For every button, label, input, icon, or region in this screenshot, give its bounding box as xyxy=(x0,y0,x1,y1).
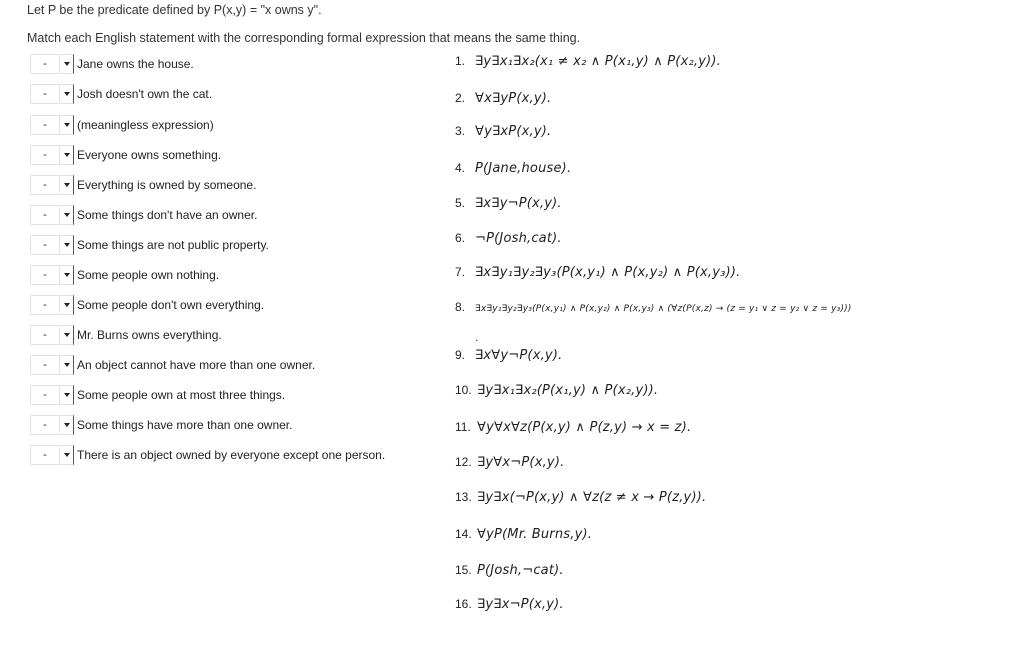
definition-text: Let P be the predicate defined by P(x,y) = "x owns y". xyxy=(27,3,322,17)
match-dropdown[interactable]: - xyxy=(30,385,60,405)
statement-row xyxy=(30,53,194,75)
expression-number: 14. xyxy=(455,527,472,541)
expression-item xyxy=(455,196,562,211)
expression-number: 12. xyxy=(455,455,472,469)
statement-text: Some people own at most three things. xyxy=(77,388,286,402)
expression-item xyxy=(455,54,721,69)
statement-row xyxy=(30,354,315,376)
statement-text: Mr. Burns owns everything. xyxy=(77,328,222,342)
expression-item xyxy=(455,91,551,106)
statement-text: Some people own nothing. xyxy=(77,268,220,282)
match-dropdown[interactable]: - xyxy=(30,415,60,435)
expression-number: 13. xyxy=(455,490,472,504)
dropdown-arrow-icon[interactable] xyxy=(60,355,74,375)
expression-formula: ∀x∃yP(x,y). xyxy=(475,91,552,106)
statement-text: There is an object owned by everyone except one person. xyxy=(77,448,386,462)
expression-item xyxy=(455,383,658,398)
match-dropdown[interactable]: - xyxy=(30,325,60,345)
expression-formula: ∃x∃y¬P(x,y). xyxy=(475,196,562,211)
expression-item xyxy=(455,348,562,363)
dropdown-arrow-icon[interactable] xyxy=(60,84,74,104)
statement-row xyxy=(30,294,264,316)
match-dropdown[interactable]: - xyxy=(30,265,60,285)
match-dropdown[interactable]: - xyxy=(30,235,60,255)
expression-formula: ∃x∃y₁∃y₂∃y₃(P(x,y₁) ∧ P(x,y₂) ∧ P(x,y₃) ∧ (∀z(P(x,z) → (z = y₁ ∨ z = y₂ ∨ z = y₃))) xyxy=(475,304,852,314)
expression-number: 3. xyxy=(455,124,466,138)
expression-number: 10. xyxy=(455,383,472,397)
statement-row xyxy=(30,414,292,436)
statement-row xyxy=(30,234,269,256)
expression-number: 11. xyxy=(455,420,471,434)
expression-item xyxy=(455,597,564,612)
match-dropdown[interactable]: - xyxy=(30,355,60,375)
match-dropdown[interactable]: - xyxy=(30,84,60,104)
statement-text: An object cannot have more than one owner. xyxy=(77,358,316,372)
match-dropdown[interactable]: - xyxy=(30,145,60,165)
expression-formula: ∃y∀x¬P(x,y). xyxy=(477,455,565,470)
expression-item xyxy=(455,300,852,314)
expression-formula: ∃y∃x¬P(x,y). xyxy=(477,597,564,612)
expression-item xyxy=(455,490,706,505)
expression-formula: ∃x∀y¬P(x,y). xyxy=(475,348,563,363)
expression-number: 4. xyxy=(455,161,466,175)
expression-item xyxy=(455,420,691,435)
match-dropdown[interactable]: - xyxy=(30,175,60,195)
expression-number: 8. xyxy=(455,300,466,314)
dropdown-arrow-icon[interactable] xyxy=(60,115,74,135)
instruction-text: Match each English statement with the corresponding formal expression that means the same thing. xyxy=(27,31,581,45)
expression-number: 9. xyxy=(455,348,466,362)
expression-formula: ∃y∃x₁∃x₂(x₁ ≠ x₂ ∧ P(x₁,y) ∧ P(x₂,y)). xyxy=(475,54,721,69)
expression-number: 7. xyxy=(455,265,466,279)
expression-number: 6. xyxy=(455,231,466,245)
dropdown-arrow-icon[interactable] xyxy=(60,54,74,74)
expression-item xyxy=(455,124,551,139)
dropdown-arrow-icon[interactable] xyxy=(60,415,74,435)
statement-text: Josh doesn't own the cat. xyxy=(77,87,213,101)
statement-row xyxy=(30,114,214,136)
expression-formula: ∃x∃y₁∃y₂∃y₃(P(x,y₁) ∧ P(x,y₂) ∧ P(x,y₃)). xyxy=(475,265,741,280)
match-dropdown[interactable]: - xyxy=(30,54,60,74)
expression-formula: ¬P(Josh,cat). xyxy=(475,231,562,246)
statement-row xyxy=(30,144,221,166)
statement-text: Some people don't own everything. xyxy=(77,298,265,312)
expression-formula: ∃y∃x₁∃x₂(P(x₁,y) ∧ P(x₂,y)). xyxy=(477,383,659,398)
dropdown-arrow-icon[interactable] xyxy=(60,295,74,315)
statement-text: Some things are not public property. xyxy=(77,238,269,252)
statement-row xyxy=(30,83,212,105)
dropdown-arrow-icon[interactable] xyxy=(60,205,74,225)
expression-number: 16. xyxy=(455,597,472,611)
expression-item xyxy=(455,455,564,470)
statement-row xyxy=(30,174,256,196)
dropdown-arrow-icon[interactable] xyxy=(60,145,74,165)
statement-text: Some things have more than one owner. xyxy=(77,418,293,432)
statement-row xyxy=(30,444,385,466)
statement-row xyxy=(30,384,285,406)
match-dropdown[interactable]: - xyxy=(30,445,60,465)
dropdown-arrow-icon[interactable] xyxy=(60,325,74,345)
statement-text: Everything is owned by someone. xyxy=(77,178,257,192)
expression-formula: ∀yP(Mr. Burns,y). xyxy=(477,527,593,542)
expression-formula: P(Jane,house). xyxy=(475,161,572,176)
expression-number: 2. xyxy=(455,91,466,105)
statement-text: Some things don't have an owner. xyxy=(77,208,258,222)
expression-formula: ∀y∀x∀z(P(x,y) ∧ P(z,y) → x = z). xyxy=(477,420,692,435)
statement-row xyxy=(30,324,222,346)
stray-mark: . xyxy=(475,330,479,344)
statement-text: Everyone owns something. xyxy=(77,148,222,162)
expression-item xyxy=(455,231,562,246)
dropdown-arrow-icon[interactable] xyxy=(60,265,74,285)
statement-row xyxy=(30,204,257,226)
match-dropdown[interactable]: - xyxy=(30,295,60,315)
expression-item xyxy=(455,527,592,542)
expression-formula: ∀y∃xP(x,y). xyxy=(475,124,552,139)
expression-number: 15. xyxy=(455,563,472,577)
match-dropdown[interactable]: - xyxy=(30,205,60,225)
statement-text: Jane owns the house. xyxy=(77,57,194,71)
dropdown-arrow-icon[interactable] xyxy=(60,235,74,255)
expression-formula: ∃y∃x(¬P(x,y) ∧ ∀z(z ≠ x → P(z,y)). xyxy=(477,490,707,505)
dropdown-arrow-icon[interactable] xyxy=(60,385,74,405)
match-dropdown[interactable]: - xyxy=(30,115,60,135)
dropdown-arrow-icon[interactable] xyxy=(60,445,74,465)
expression-item xyxy=(455,563,564,578)
expression-formula: P(Josh,¬cat). xyxy=(477,563,564,578)
statement-text: (meaningless expression) xyxy=(77,118,214,132)
expression-item xyxy=(455,161,571,176)
expression-number: 1. xyxy=(455,54,466,68)
expression-number: 5. xyxy=(455,196,466,210)
dropdown-arrow-icon[interactable] xyxy=(60,175,74,195)
expression-item xyxy=(455,265,740,280)
statement-row xyxy=(30,264,219,286)
